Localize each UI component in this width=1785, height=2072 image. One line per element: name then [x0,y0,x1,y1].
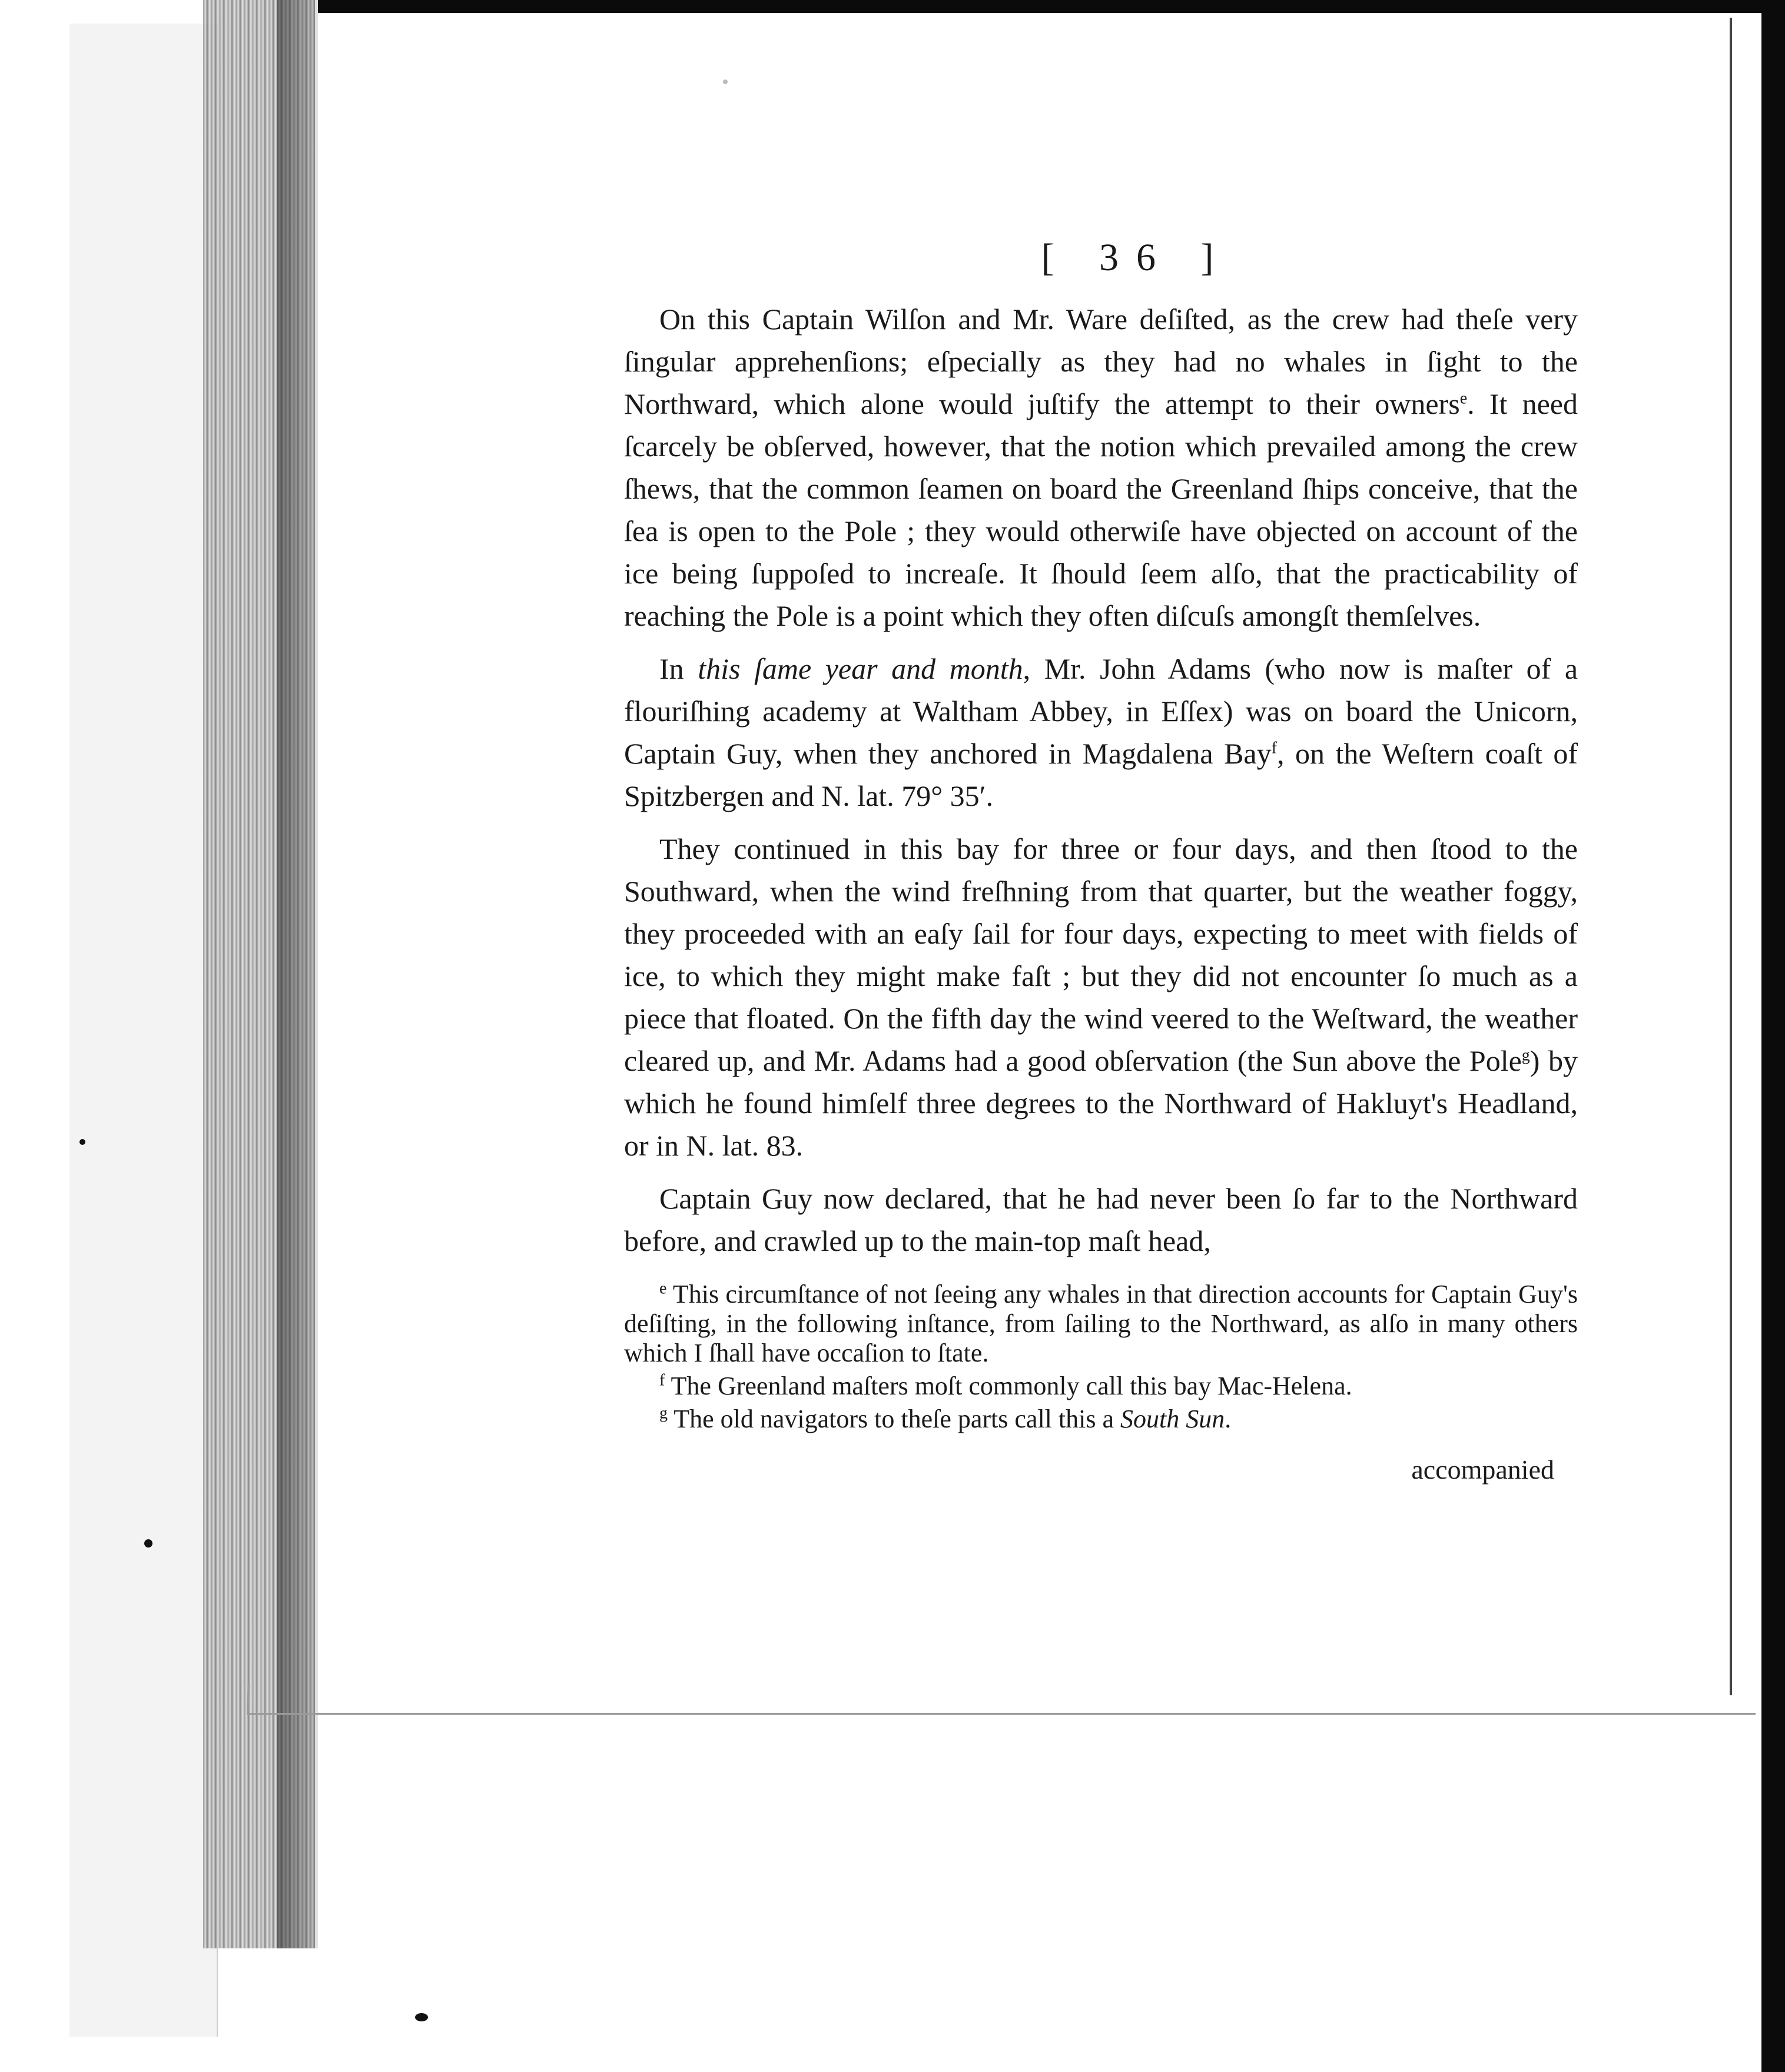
page-right-edge [1730,18,1732,1695]
footnote [624,1280,1578,1368]
scan-border-right [1761,0,1785,2072]
catchword: accompanied [1411,1455,1554,1485]
text-run: . [1225,1404,1232,1433]
footnote-reference: f [1271,739,1277,758]
footnote-reference: g [1521,1046,1530,1065]
text-run: On this Captain Wilſon and Mr. Ware deſiſted, as the crew had theſe very ſingular apprehenſions; eſpecially as they had no whales in ſight to the Northward, which alone would juſtify the attempt to their owners [624,303,1578,420]
footnote-mark: g [659,1404,668,1423]
left-page-edge [69,24,218,2037]
scan-speck [144,1539,152,1548]
scan-speck [723,79,728,84]
text-run: Captain Guy now declared, that he had never been ſo far to the Northward before, and crawled up to the main-top maſt head, [624,1182,1578,1257]
footnote-reference: e [1459,389,1468,408]
page-bottom-edge [247,1684,1757,1715]
page-number: [ 36 ] [1041,236,1232,279]
text-run: . It need ſcarcely be obſerved, however, that the notion which prevailed among the crew ſhews, that the common ſeamen on board the Greenland ſhips conceive, that the ſea is open to the Pole ; they would otherwiſe have objected on account of the ice being ſuppoſed to increaſe. It ſhould ſeem alſo, that the practicability of reaching the Pole is a point which they often diſcuſs amongſt themſelves. [624,387,1578,632]
italic-text: this ſame year and month [698,652,1023,685]
text-column [624,235,1578,1485]
scan-border-top [318,0,1785,13]
text-run: The Greenland maſters moſt commonly call this bay Mac-Helena. [671,1372,1352,1400]
text-run: , Mr. John Adams (who now is maſter of a flouriſhing academy at Waltham Abbey, in Eſſex) was on board the Unicorn, Captain Guy, when they anchored in Magdalena Bay [624,652,1578,770]
text-run: They continued in this bay for three or four days, and then ſtood to the Southward, when the wind freſhning from that quarter, but the weather foggy, they proceeded with an eaſy ſail for four days, expecting to meet with fields of ice, to which they might make faſt ; but they did not encounter ſo much as a piece that floated. On the fifth day the wind veered to the Weſtward, the weather cleared up, and Mr. Adams had a good obſervation (the Sun above the Pole [624,832,1578,1077]
gutter-shadow [277,0,318,1948]
footnote [624,1404,1578,1434]
text-run: The old navigators to theſe parts call this a [673,1404,1121,1433]
text-run: ) by which he found himſelf three degrees to the Northward of Hakluyt's Headland, or in N. lat. 83. [624,1044,1578,1162]
footnote-mark: f [659,1371,665,1390]
paragraph [624,1177,1578,1262]
scan-speck [79,1139,85,1145]
scan-speck [415,2013,428,2021]
footnote-mark: e [659,1279,667,1298]
italic-text: South Sun [1120,1404,1225,1433]
paragraph [624,298,1578,637]
body-text [624,298,1578,1262]
footnote [624,1372,1578,1401]
footnotes [624,1280,1578,1434]
text-run: , on the Weſtern coaſt of Spitzbergen and N. lat. 79° 35′. [624,737,1578,812]
text-run: This circumſtance of not ſeeing any whales in that direction accounts for Captain Guy's deſiſting, in the following inſtance, from ſailing to the Northward, as alſo in many others which I ſhall have occaſion to ſtate. [624,1280,1578,1367]
paragraph [624,828,1578,1167]
text-run: In [659,652,698,685]
paragraph [624,648,1578,817]
